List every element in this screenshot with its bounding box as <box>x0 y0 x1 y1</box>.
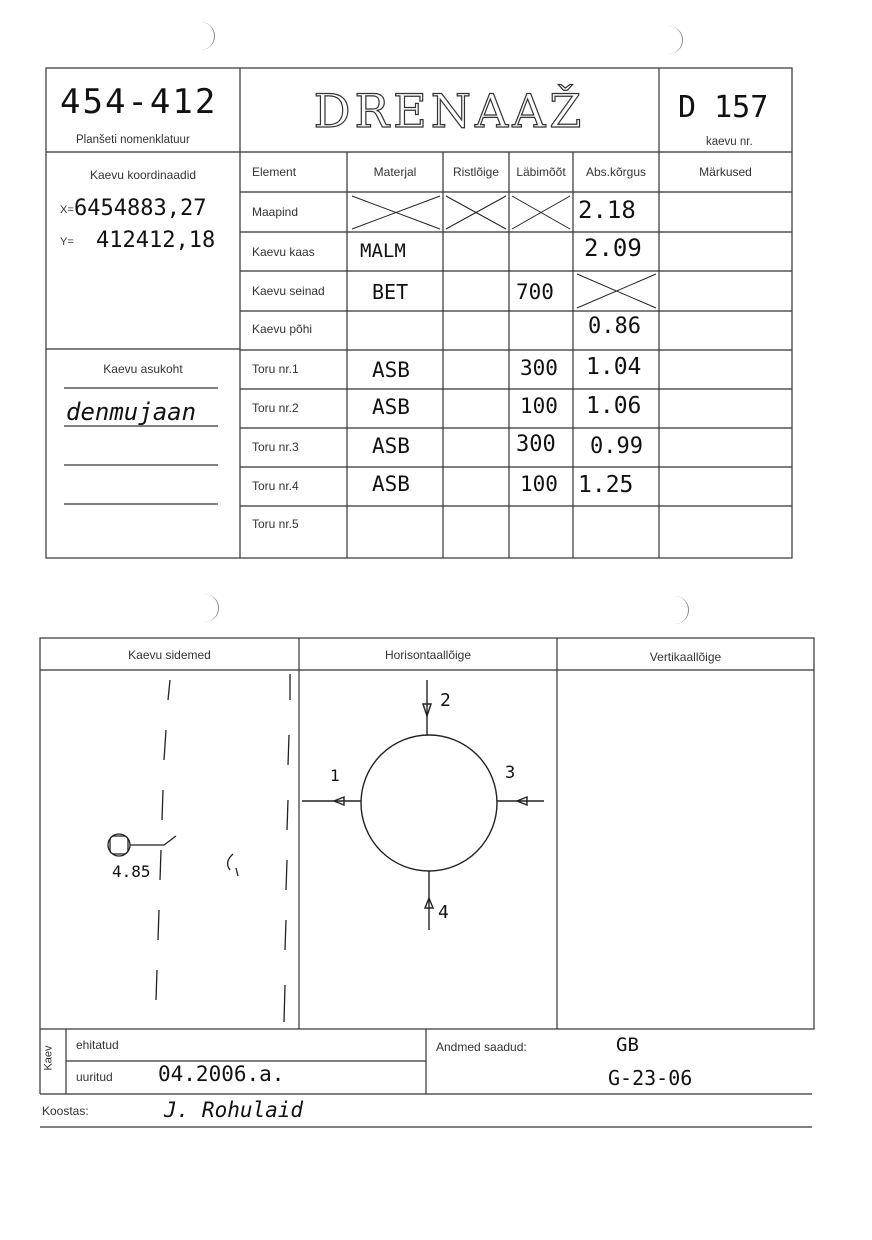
well-number-value: D 157 <box>678 90 769 125</box>
row-element: Maapind <box>252 205 299 219</box>
row-abs-height: 2.18 <box>578 196 636 224</box>
header-material: Materjal <box>373 165 417 179</box>
row-element: Toru nr.2 <box>252 401 299 415</box>
row-material: MALM <box>360 240 406 262</box>
row-element: Toru nr.1 <box>252 362 299 376</box>
location-label: Kaevu asukoht <box>103 362 183 376</box>
vertical-section-label: Vertikaallõige <box>649 650 722 664</box>
x-coordinate-value: 6454883,27 <box>74 196 207 221</box>
row-abs-height: 1.06 <box>586 393 642 419</box>
data-received-value-2: G-23-06 <box>608 1066 693 1090</box>
header-diameter: Läbimõõt <box>516 165 566 179</box>
location-value: denmujaan <box>66 398 197 426</box>
connection-distance: 4.85 <box>112 862 151 881</box>
pipe-label-1: 1 <box>330 766 340 785</box>
row-material: ASB <box>372 472 410 496</box>
surveyed-label: uuritud <box>76 1070 113 1084</box>
pipe-label-2: 2 <box>440 690 451 711</box>
row-abs-height: 1.25 <box>578 472 634 498</box>
row-diameter: 100 <box>520 472 558 496</box>
header-abs-height: Abs.kõrgus <box>585 165 647 179</box>
surveyed-value: 04.2006.a. <box>158 1062 285 1086</box>
form-title: DRENAAŽ <box>313 84 586 138</box>
header-cross-section: Ristlõige <box>452 165 500 179</box>
header-element: Element <box>252 165 297 179</box>
row-diameter: 300 <box>520 356 558 380</box>
x-coordinate-label: X= <box>60 204 74 216</box>
nomenclature-value: 454-412 <box>60 82 218 122</box>
row-element: Toru nr.3 <box>252 440 299 454</box>
data-received-value-1: GB <box>616 1034 639 1056</box>
row-material: BET <box>372 280 409 304</box>
data-received-label: Andmed saadud: <box>436 1040 527 1054</box>
nomenclature-label: Planšeti nomenklatuur <box>76 134 190 146</box>
compiled-by-label: Koostas: <box>42 1104 89 1118</box>
well-side-label: Kaev <box>42 1045 55 1071</box>
row-abs-height: 0.99 <box>590 434 643 459</box>
pipe-label-4: 4 <box>438 902 449 923</box>
well-number-label: kaevu nr. <box>706 136 753 148</box>
row-element: Toru nr.5 <box>252 517 299 531</box>
row-material: ASB <box>372 434 410 458</box>
coordinates-label: Kaevu koordinaadid <box>89 168 197 182</box>
built-label: ehitatud <box>76 1038 119 1052</box>
compiled-by-signature: J. Rohulaid <box>164 1098 304 1122</box>
row-abs-height: 0.86 <box>588 314 641 339</box>
row-abs-height: 1.04 <box>586 354 642 380</box>
horizontal-section-label: Horisontaallõige <box>384 648 472 662</box>
row-element: Toru nr.4 <box>252 479 299 493</box>
row-element: Kaevu kaas <box>252 245 315 259</box>
row-material: ASB <box>372 358 410 382</box>
connections-sketch <box>108 674 290 1022</box>
y-coordinate-label: Y= <box>60 236 74 248</box>
pipe-label-3: 3 <box>505 763 516 783</box>
row-diameter: 700 <box>516 280 554 304</box>
row-diameter: 300 <box>516 432 556 457</box>
row-material: ASB <box>372 395 410 419</box>
horizontal-section-drawing <box>302 680 544 930</box>
row-element: Kaevu põhi <box>252 322 313 336</box>
y-coordinate-value: 412412,18 <box>96 228 216 253</box>
header-notes: Märkused <box>699 165 752 179</box>
row-diameter: 100 <box>520 394 558 418</box>
row-abs-height: 2.09 <box>584 234 642 262</box>
connections-label: Kaevu sidemed <box>128 648 211 662</box>
row-element: Kaevu seinad <box>252 284 325 298</box>
